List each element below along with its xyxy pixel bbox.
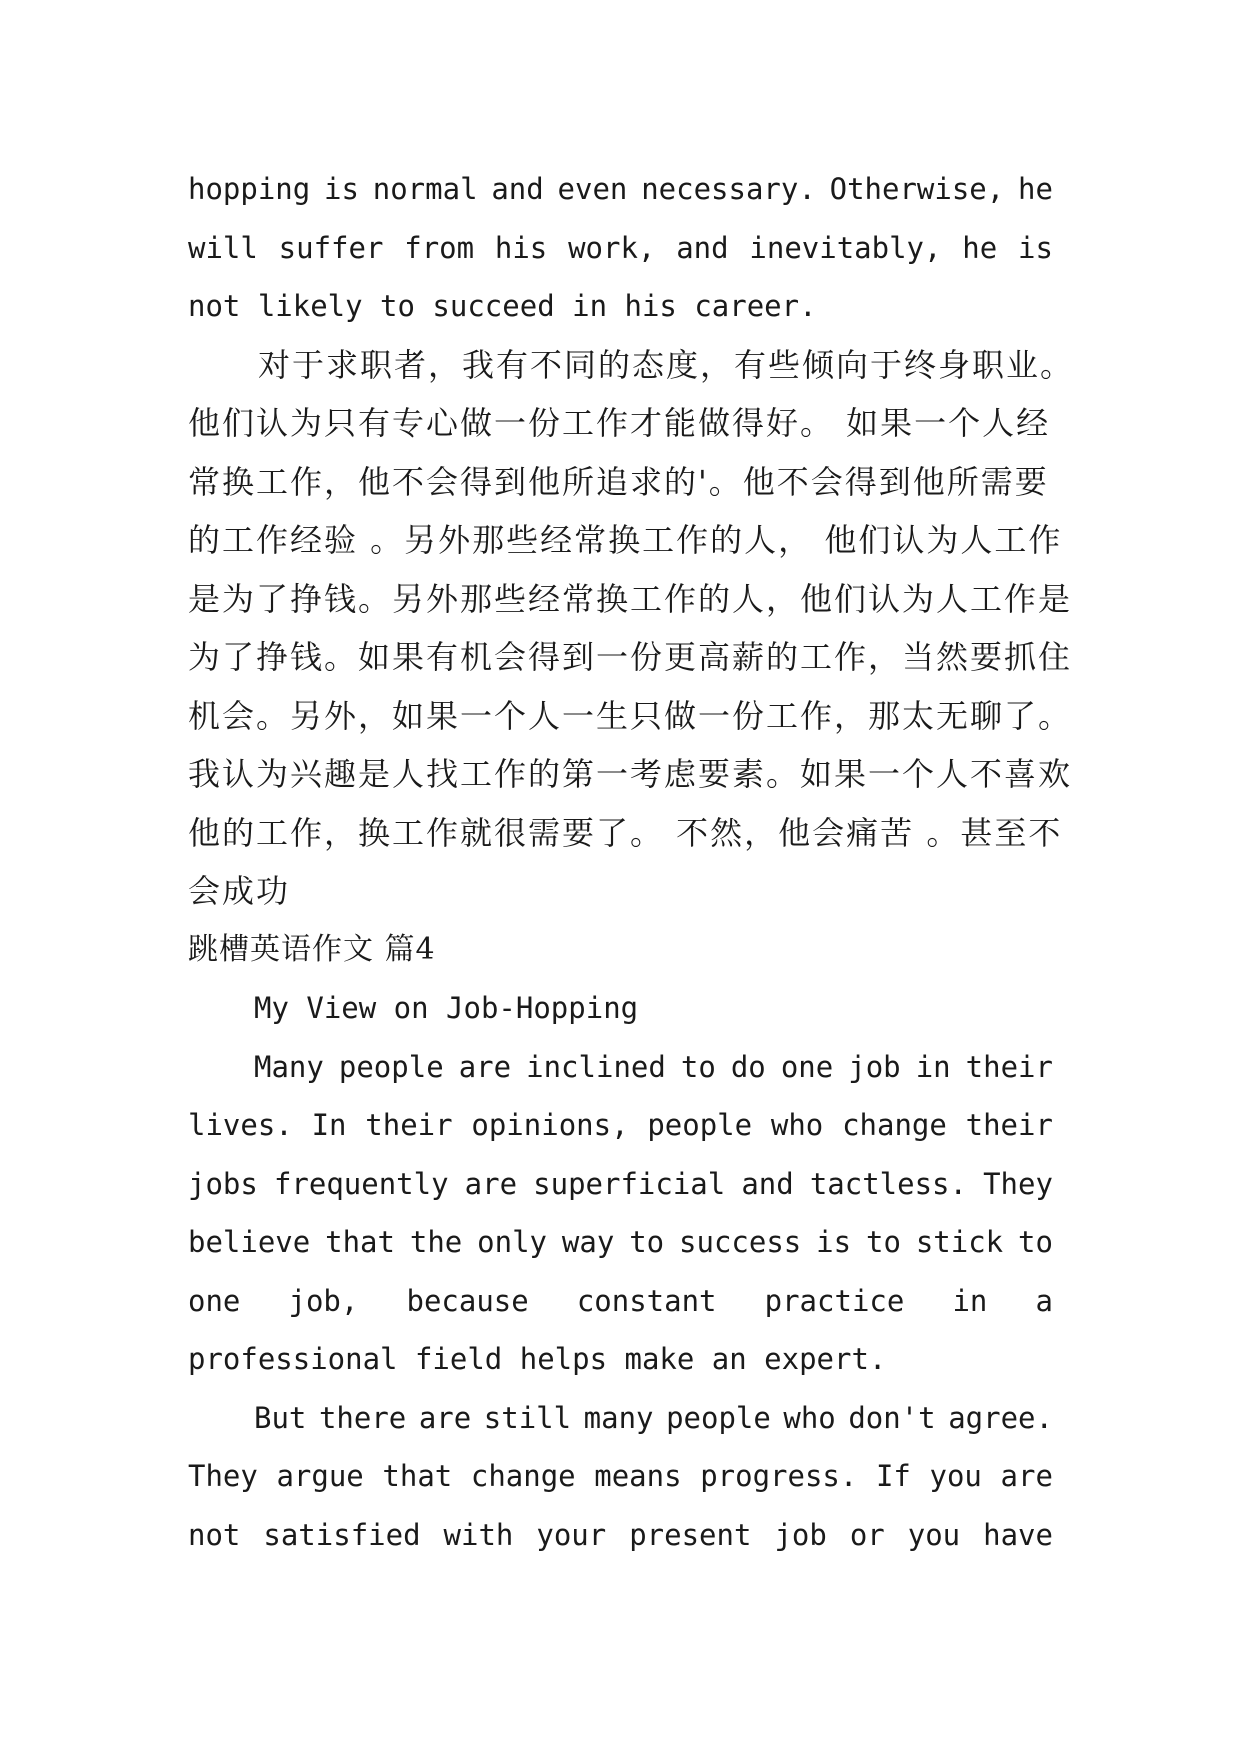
word: are [1000,1459,1053,1493]
word: their [965,1108,1053,1142]
word: their [365,1108,453,1142]
text-line: 对于求职者，我有不同的态度，有些倾向于终身职业。 [258,345,1075,384]
text-line: 是为了挣钱。另外那些经常换工作的人，他们认为人工作是 [188,579,1073,618]
word: superficial [533,1166,726,1201]
word: he [1018,172,1053,206]
word: lives. [188,1108,293,1142]
word: and [676,230,729,265]
word: there [318,1400,407,1435]
text-line [188,1155,1053,1214]
word: who [770,1108,824,1142]
text-line: 为了挣钱。如果有机会得到一份更高薪的工作，当然要抓住 [188,638,1073,676]
word: have [983,1517,1053,1552]
paragraph-4 [188,1389,1053,1565]
word: to [629,1225,665,1259]
word: many [583,1400,654,1435]
word: who [783,1400,836,1435]
word: their [965,1049,1053,1084]
word: If [875,1459,911,1493]
word: one [188,1283,241,1318]
word: people [666,1400,771,1435]
word: a [1035,1283,1053,1318]
word: necessary. [641,172,816,206]
word: Many [254,1049,324,1084]
word: In [311,1108,347,1142]
word: he [962,230,998,265]
word: hopping [188,172,311,206]
text-line [188,219,1053,278]
word: believe [188,1225,311,1259]
word: don't [848,1400,936,1435]
text-line [188,1506,1053,1565]
word: They [983,1166,1053,1201]
text-line: 机会。另外，如果一个人一生只做一份工作，那太无聊了。 [188,696,1073,735]
word: from [404,230,475,265]
word: work, [568,230,656,265]
word: satisfied [263,1517,421,1552]
word: even [557,172,628,206]
word: progress. [700,1459,858,1493]
text-line: professional field helps make an expert. [188,1342,887,1376]
word: in [915,1049,951,1084]
word: job [848,1049,901,1084]
text-line [188,1447,1053,1506]
word: and [741,1166,794,1201]
text-line: 他的工作，换工作就很需要了。 不然，他会痛苦 。甚至不 [188,813,1063,852]
word: people [338,1049,444,1084]
word: change [470,1459,576,1493]
word: or [849,1517,885,1552]
word: present [629,1517,752,1552]
word: and [491,172,544,206]
word: stick [915,1225,1004,1259]
word: in [952,1283,988,1318]
word: normal [372,172,478,206]
word: only [477,1225,548,1259]
word: is [324,172,359,206]
word: the [409,1225,463,1259]
word: suffer [278,230,384,265]
paragraph-1 [188,160,1053,336]
word: job [774,1517,827,1552]
word: you [929,1459,982,1493]
text-line [188,1096,1053,1155]
text-line: not likely to succeed in his career. [188,289,817,323]
text-line: 他们认为只有专心做一份工作才能做得好。 如果一个人经 [188,404,1051,442]
word: you [907,1517,961,1552]
word: because [406,1283,529,1318]
word: change [842,1108,947,1142]
paragraph-3 [188,1038,1053,1389]
word: opinions, [471,1108,629,1142]
word: do [730,1049,766,1084]
word: is [816,1225,852,1259]
word: agree. [948,1400,1053,1435]
word: people [647,1108,753,1142]
essay-title: My View on Job-Hopping [254,991,639,1025]
word: to [1018,1225,1053,1259]
text-line: 常换工作，他不会得到他所追求的'。他不会得到他所需要 [188,462,1049,501]
word: job, [288,1283,359,1318]
word: to [866,1225,901,1259]
word: tactless. [809,1166,967,1201]
word: frequently [273,1166,449,1201]
word: still [483,1400,572,1435]
word: to [680,1049,716,1084]
word: not [188,1517,241,1552]
word: that [325,1225,395,1259]
text-line [188,1389,1053,1448]
text-line: 的工作经验 。另外那些经常换工作的人， 他们认为人工作 [188,521,1063,559]
word: inclined [526,1049,666,1084]
word: with [443,1517,514,1552]
word: inevitably, [749,230,942,265]
text-line [188,160,1053,219]
word: your [536,1517,607,1552]
word: are [458,1049,512,1084]
word: Otherwise, [829,172,1005,206]
document-body [188,160,1075,1564]
text-line: 会成功 [188,872,291,910]
text-line: 我认为兴趣是人找工作的第一考虑要素。如果一个人不喜欢 [188,755,1073,793]
text-line [188,1213,1053,1272]
word: his [494,230,548,265]
text-line [188,1038,1053,1097]
word: practice [764,1283,905,1318]
word: success [679,1225,802,1259]
word: that [382,1459,453,1493]
section-heading: 跳槽英语作文 篇4 [188,931,436,967]
word: constant [576,1283,717,1318]
text-line [188,1272,1053,1331]
word: is [1018,230,1053,265]
word: jobs [188,1166,258,1201]
word: will [188,230,258,265]
paragraph-2-chinese [188,336,1075,921]
word: They [188,1459,258,1493]
word: are [418,1400,472,1435]
word: But [254,1400,307,1435]
word: way [561,1225,615,1259]
word: one [780,1049,834,1084]
word: argue [276,1459,364,1493]
word: means [594,1459,682,1493]
word: are [464,1166,518,1201]
